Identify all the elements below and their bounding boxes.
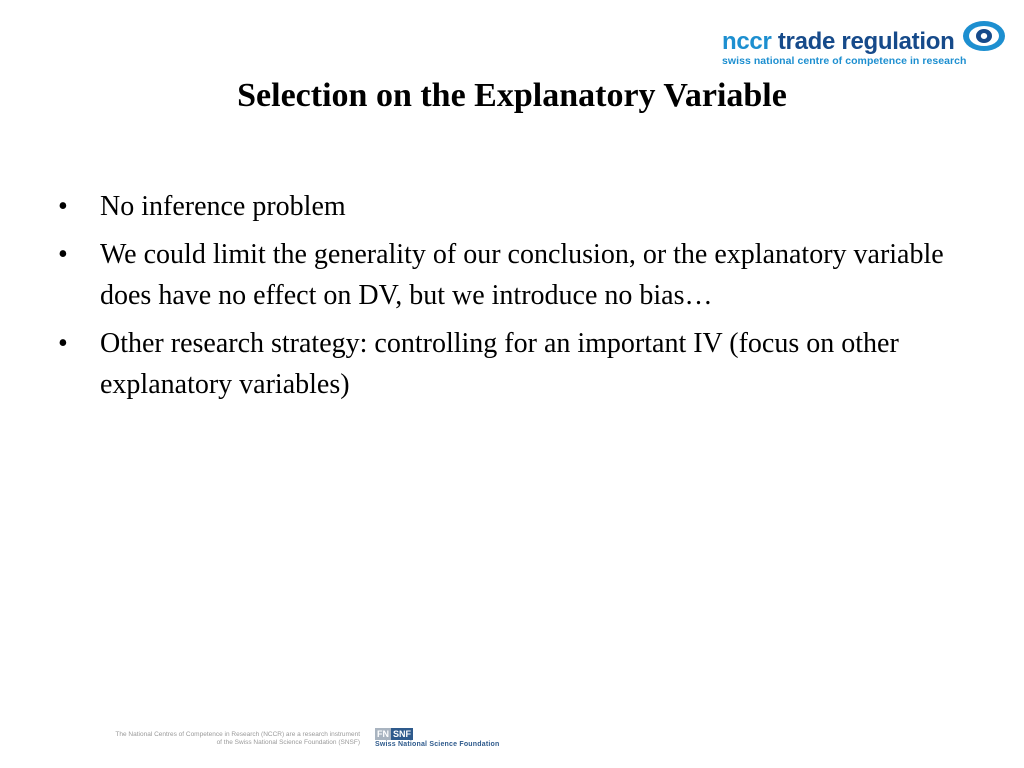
bullet-text: We could limit the generality of our conclusion, or the explanatory variable does have no effect on DV, but we introduce no bias… bbox=[100, 239, 944, 311]
bullet-item bbox=[58, 186, 978, 227]
bullet-text: Other research strategy: controlling for an important IV (focus on other explanatory variables) bbox=[100, 328, 899, 400]
logo-word-trade-regulation: trade regulation bbox=[771, 28, 955, 55]
snsf-caption: Swiss National Science Foundation bbox=[375, 741, 500, 748]
bullet-text: No inference problem bbox=[100, 191, 346, 222]
bullet-item bbox=[58, 234, 978, 316]
logo-tagline: swiss national centre of competence in research bbox=[722, 55, 967, 67]
logo-wordmark bbox=[722, 30, 967, 54]
logo-word-nccr: nccr bbox=[722, 28, 772, 55]
nccr-trade-regulation-logo bbox=[718, 18, 1008, 70]
footer-disclaimer bbox=[64, 731, 360, 747]
bullet-list bbox=[58, 186, 978, 412]
slide-title: Selection on the Explanatory Variable bbox=[237, 77, 787, 114]
footer-line-1: The National Centres of Competence in Research (NCCR) are a research instrument bbox=[115, 731, 360, 738]
snsf-logo bbox=[375, 728, 500, 752]
bullet-item bbox=[58, 323, 978, 405]
logo-text bbox=[722, 30, 967, 67]
snsf-mark bbox=[375, 728, 413, 740]
eye-logo-icon bbox=[961, 18, 1007, 58]
snsf-mark-fn: FN bbox=[377, 729, 389, 739]
bullet-marker: • bbox=[58, 328, 68, 359]
bullet-marker: • bbox=[58, 191, 68, 222]
bullet-marker: • bbox=[58, 239, 68, 270]
footer bbox=[64, 727, 504, 753]
footer-line-2: of the Swiss National Science Foundation (SNSF) bbox=[216, 739, 360, 746]
snsf-mark-snf: SNF bbox=[393, 729, 411, 739]
